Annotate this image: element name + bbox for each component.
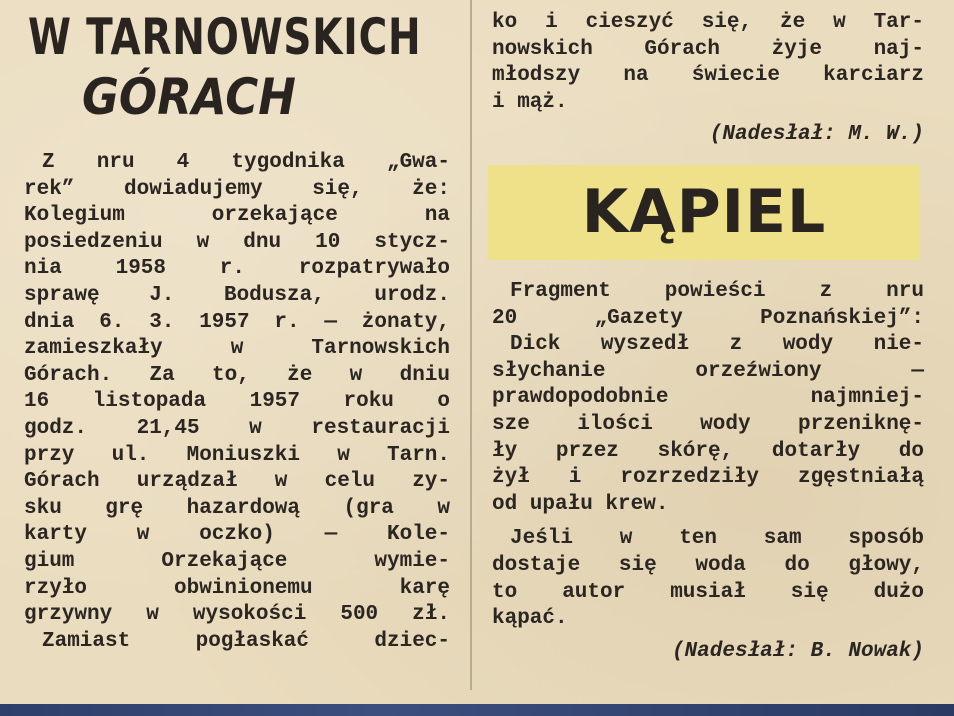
article-headline: KĄPIEL bbox=[581, 177, 827, 247]
text-line: dnia 6. 3. 1957 r. — żonaty, bbox=[24, 310, 450, 334]
right-article-body bbox=[492, 278, 924, 665]
text-line: i mąż. bbox=[492, 90, 568, 114]
text-line: żył i rozrzedziły zgęstniałą bbox=[492, 466, 924, 490]
text-line: kąpać. bbox=[492, 607, 568, 631]
text-line: godz. 21,45 w restauracji bbox=[24, 416, 450, 440]
text-line: rzyło obwinionemu karę bbox=[24, 576, 450, 600]
text-line: sprawę J. Bodusza, urodz. bbox=[24, 283, 450, 307]
article-title-line2: GÓRACH bbox=[82, 68, 296, 126]
text-line: Dick wyszedł z wody nie- bbox=[510, 333, 924, 357]
text-line: słychanie orzeźwiony — bbox=[492, 359, 924, 383]
text-line: zamieszkały w Tarnowskich bbox=[24, 337, 450, 361]
text-line: rek” dowiadujemy się, że: bbox=[24, 177, 450, 201]
signature-mw: (Nadesłał: M. W.) bbox=[709, 123, 924, 147]
text-line: gium Orzekające wymie- bbox=[24, 549, 450, 573]
text-line: 20 „Gazety Poznańskiej”: bbox=[492, 306, 924, 330]
text-line: 16 listopada 1957 roku o bbox=[24, 390, 450, 414]
text-line: przy ul. Moniuszki w Tarn. bbox=[24, 443, 450, 467]
text-line: Kolegium orzekające na bbox=[24, 204, 450, 228]
text-line: młodszy na świecie karciarz bbox=[492, 64, 924, 88]
text-line: to autor musiał się dużo bbox=[492, 580, 924, 604]
article-headline-banner bbox=[488, 165, 920, 260]
column-divider bbox=[470, 0, 472, 690]
text-line: Fragment powieści z nru bbox=[510, 280, 924, 303]
signature-nowak: (Nadesłał: B. Nowak) bbox=[671, 639, 924, 663]
text-line: karty w oczko) — Kole- bbox=[24, 523, 450, 547]
text-line: prawdopodobnie najmniej- bbox=[492, 386, 924, 410]
text-line: nowskich Górach żyje naj- bbox=[492, 37, 924, 61]
left-article-body bbox=[24, 150, 450, 655]
text-line: od upału krew. bbox=[492, 492, 669, 516]
text-line: posiedzeniu w dnu 10 stycz- bbox=[24, 230, 450, 254]
text-line: dostaje się woda do głowy, bbox=[492, 553, 924, 577]
text-line: Jeśli w ten sam sposób bbox=[510, 527, 924, 551]
text-line: Z nru 4 tygodnika „Gwa- bbox=[42, 151, 450, 174]
text-line: nia 1958 r. rozpatrywało bbox=[24, 257, 450, 281]
bottom-color-strip bbox=[0, 704, 954, 716]
text-line: sku grę hazardową (gra w bbox=[24, 496, 450, 520]
text-line: Górach urządzał w celu zy- bbox=[24, 470, 450, 494]
text-line: Górach. Za to, że w dniu bbox=[24, 363, 450, 387]
text-line: ły przez skórę, dotarły do bbox=[492, 439, 924, 463]
text-line: Zamiast pogłaskać dziec- bbox=[42, 629, 450, 653]
text-line: sze ilości wody przeniknę- bbox=[492, 412, 924, 436]
continued-article-body bbox=[492, 10, 924, 148]
article-title-line1: W TARNOWSKICH bbox=[28, 8, 422, 66]
text-line: ko i cieszyć się, że w Tar- bbox=[492, 11, 924, 34]
text-line: grzywny w wysokości 500 zł. bbox=[24, 603, 450, 627]
